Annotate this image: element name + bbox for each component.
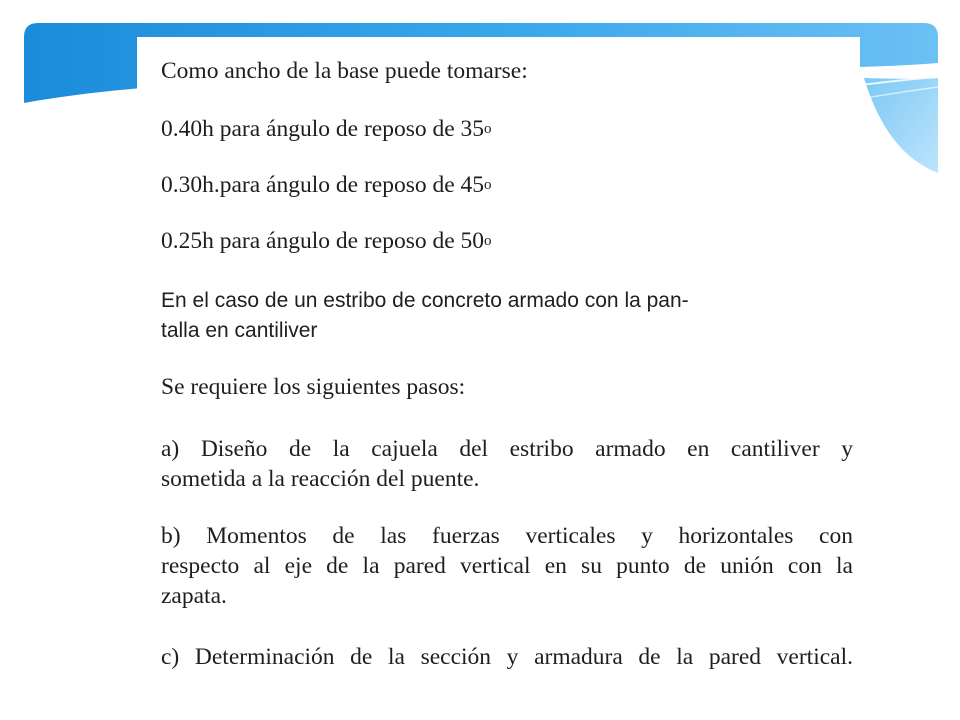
ratio-text: 0.40h para ángulo de reposo de 35 [161,116,485,142]
step-a-line-1: a) Diseño de la cajuela del estribo armado en cantiliver y [161,436,853,462]
steps-intro: Se requiere los siguientes pasos: [161,374,466,400]
ratio-item-2 [161,170,492,203]
degree-symbol: o [484,177,492,193]
step-b-line-1: b) Momentos de las fuerzas verticales y horizontales con [161,523,853,549]
case-note-line-1: En el caso de un estribo de concreto armado con la pan- [161,289,689,312]
intro-text: Como ancho de la base puede tomarse: [161,58,528,84]
case-note-line-2: talla en cantiliver [161,319,318,342]
step-a-line-2: sometida a la reacción del puente. [161,466,480,492]
step-c-line-1: c) Determinación de la sección y armadura de la pared vertical. [161,644,853,670]
degree-symbol: o [484,233,492,249]
ratio-text: 0.25h para ángulo de reposo de 50 [161,228,485,254]
ratio-item-3 [161,226,492,259]
ratio-item-1 [161,114,492,147]
step-b-line-3: zapata. [161,583,227,609]
step-b-line-2: respecto al eje de la pared vertical en su punto de unión con la [161,553,853,579]
ratio-text: 0.30h.para ángulo de reposo de 45 [161,172,485,198]
degree-symbol: o [484,121,492,137]
